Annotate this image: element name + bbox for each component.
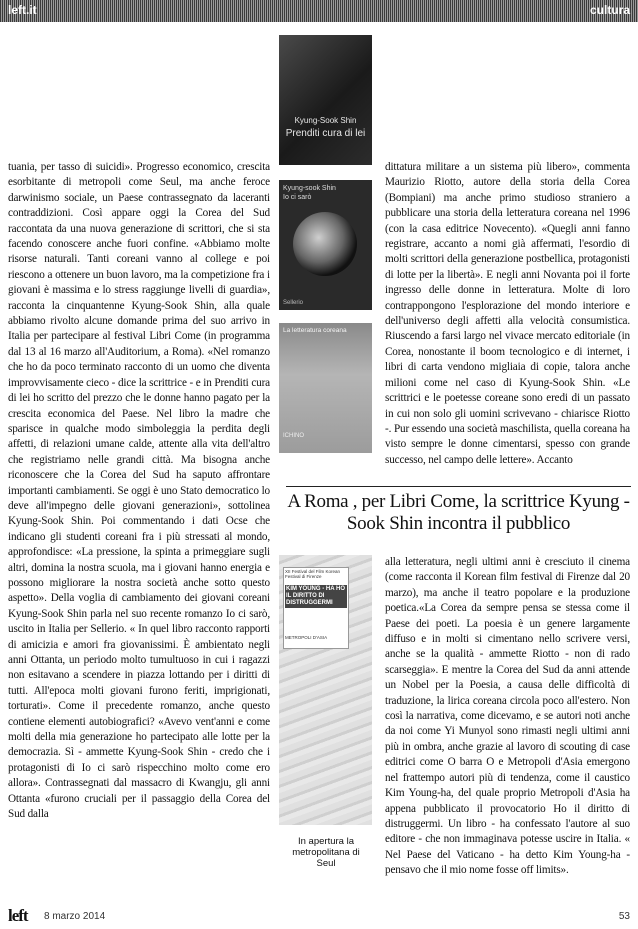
article-headline: A Roma , per Libri Come, la scrittrice Kyung -Sook Shin incontra il pubblico — [286, 486, 631, 535]
article-column-left — [8, 160, 270, 822]
cover-publisher: ICHINO — [283, 433, 304, 439]
book-cover-io-ci-saro — [279, 180, 372, 310]
top-bar — [0, 0, 638, 22]
article-column-right-top — [385, 160, 630, 468]
cover-title: La letteratura coreana — [283, 327, 347, 334]
photo-caption: In apertura la metropolitana di Seul — [292, 836, 360, 869]
article-text-right-top: dittatura militare a un sistema più libero», commenta Maurizio Riotto, autore della storia della Corea (Bompiani) ma anche primo studioso straniero a pubblicare una storia della letteratura coreana nel 1996 (con la casa editrice Novecento). «Quegli anni fanno registrare, accanto a nomi già affermati, l'esordio di molti scrittori della generazione postbellica, protagonisti di lotte per la libertà». E negli anni Novanta poi il forte ingresso delle donne in letteratura. Molte di loro contrappongono l'esplorazione del mondo interiore e dell'universo degli affetti alla velocità consumistica. Riuscendo a farsi largo nel vivace mercato editoriale (in Corea, nonostante il boom tecnologico e di internet, i libri di carta vendono migliaia di copie, talora anche milioni come nel caso di Kyung-Sook Shin. «Le scrittrici e le poetesse coreane sono eredi di un passato in cui non solo gli uomini scrivevano - chiarisce Riotto -. Pur essendo una società maschilista, quella coreana ha visto sempre le donne cimentarsi, spesso con grande successo, nel campo delle lettere». Accanto — [385, 161, 630, 466]
cover-publisher: Sellerio — [283, 300, 304, 306]
metro-photo — [279, 555, 372, 825]
magazine-logo: left — [8, 906, 28, 925]
page-footer — [8, 906, 630, 926]
book-cover-prenditi-cura — [279, 35, 372, 165]
cover-title: Prenditi cura di lei — [285, 128, 366, 139]
cover-author: Kyung-Sook Shin — [294, 116, 357, 125]
page-number: 53 — [618, 911, 630, 922]
cover-author: Kyung-sook Shin — [283, 185, 336, 192]
article-text-right-bottom: alla letteratura, negli ultimi anni è cresciuto il cinema (come racconta il Korean film festival di Firenze dal 20 marzo), ma anche il teatro popolare e la produzione poetica.«La Corea da sempre pensa se stessa come il Paese dei poeti. La poesia è un genere largamente diffuso e in molti si cimentano nello scrivere versi, anche se la qualità - ammette Riotto - non di rado scarseggia». E mentre la Corea del Sud da anni attende un Nobel per la Poesia, a causa delle difficoltà di traduzione, la lirica coreana circola poco all'estero. Non così la narrativa, come dicevamo, e se autori noti anche da noi come Yi Munyol sono rimasti negli ultimi anni più in ombra, anche grazie al lavoro di scouting di case editrici come O barra O e Metropoli d'Asia emergono nel frattempo autori più di tendenza, come il caustico Kim Young-ha, del quale proprio Metropoli d'Asia ha appena pubblicato il provocatorio Ho il diritto di distruggermi. Un libro - ha confessato l'autore al suo editore - che non immaginava potesse uscire in Italia. « Nel Paese del Vaticano - ha detto Kim Young-ha - pensavo che il mio nome fosse off limits». — [385, 556, 630, 877]
article-text-left: tuania, per tasso di suicidi». Progresso economico, crescita esorbitante di metropoli come Seul, ma anche feroce darwinismo sociale, un Paese contrassegnato da laceranti contraddizioni. Così appare oggi la Corea del Sud raccontata da una nuova generazione di scrittori, che si sta facendo conoscere anche fuori confine. «Abbiamo molte risorse naturali. Tanti coreani vanno al college e poi riescono a ottenere un buon lavoro, ma la competizione fra i giovani è massima e lo stress raggiunge livelli di guardia», racconta la cinquantenne Kyung-Sook Shin, alla quale abbiamo rivolto alcune domande prima del suo arrivo in Italia per partecipare al festival Libri Come (in programma dal 13 al 16 marzo all'Auditorium, a Roma). «Nel romanzo che ho da poco terminato racconto di un uomo che diventa improvvisamente cieco - dice la scrittrice - e in Prenditi cura di lei ho scritto del prezzo che le donne hanno pagato per la crescita economica del Paese. Nel libro la madre che sparisce in qualche modo simboleggia la perdita degli affetti, di relazioni umane calde, attente alla vita dell'altro che registriamo nelle grandi città. Ma bisogna anche riconoscere che la Corea del Sud ha saputo affrontare importanti cambiamenti. Se oggi è uno Stato democratico lo deve all'impegno delle giovani generazioni», sottolinea Kyung-Sook Shin. Poi commentando i dati Ocse che indicano gli studenti coreani fra i più stressati al mondo, approfondisce: «La pressione, la spinta a primeggiare sugli altri, domina la nostra scuola, ma i giovani hanno energia e possono migliorare la nostra società anche sotto questo aspetto». Della voglia di cambiamento dei giovani coreani Kyung-Sook Shin parla nel suo recente romanzo Io ci sarò, uscito in Italia per Sellerio. « In quel libro racconto rapporti di amicizia e amori fra giovanissimi. È ambientato negli anni Ottanta, un periodo molto tumultuoso in cui i ragazzi non esitavano a scendere in piazza lottando per i diritti di tutti. All'epoca molti giovani furono feriti, imprigionati, torturati». Come il precedente romanzo, anche questo contiene elementi autobiografici? «Avevo vent'anni e come molti della mia generazione ho partecipato alle lotte per la democrazia. Sì - ammette Kyung-Sook Shin - credo che i protagonisti di Io ci sarò rispecchino molto come ero allora». Contrassegnati dal massacro di Kwangju, gli anni Ottanta «furono cruciali per il passaggio della Corea del Sud dalla — [8, 161, 270, 821]
article-column-right-bottom — [385, 555, 630, 879]
book-cover-letteratura-coreana — [279, 323, 372, 453]
cover-title: Io ci sarò — [283, 194, 312, 201]
poster-top-text: XII Festival del Film Korean Festival di Firenze — [285, 569, 341, 579]
poster-title: KIM YOUNG - HA HO IL DIRITTO DI DISTRUGGERMI — [286, 586, 346, 606]
site-name[interactable]: left.it — [8, 3, 37, 17]
poster-bottom-text: METROPOLI D'ASIA — [285, 635, 328, 640]
cover-illustration — [293, 212, 357, 276]
section-label: cultura — [589, 3, 630, 17]
issue-date: 8 marzo 2014 — [44, 911, 106, 922]
